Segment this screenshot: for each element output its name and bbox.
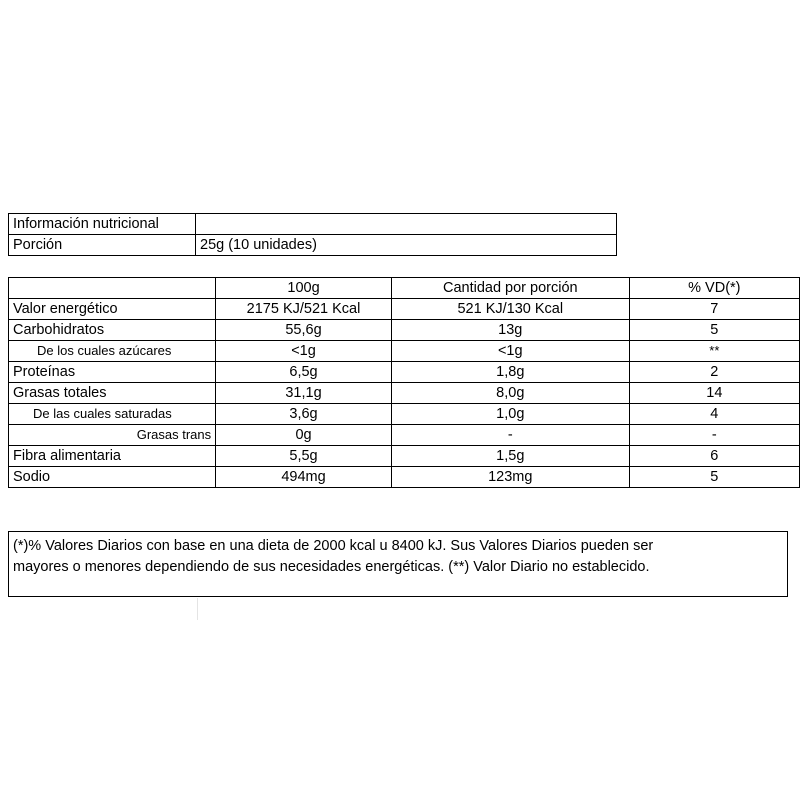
nutrition-row: [9, 383, 800, 404]
value-per-100g: 494mg: [216, 467, 392, 488]
nutrient-name: Proteínas: [9, 362, 216, 383]
nutrient-name: Valor energético: [9, 299, 216, 320]
title-label: Información nutricional: [9, 214, 196, 235]
header-row-title: [9, 214, 617, 235]
value-per-100g: 55,6g: [216, 320, 392, 341]
header-table: [8, 213, 617, 256]
value-per-portion: 13g: [391, 320, 629, 341]
value-vd: 14: [629, 383, 799, 404]
value-per-100g: 6,5g: [216, 362, 392, 383]
nutrient-name: Carbohidratos: [9, 320, 216, 341]
value-per-100g: 0g: [216, 425, 392, 446]
nutrient-name: De las cuales saturadas: [9, 404, 216, 425]
value-per-100g: 31,1g: [216, 383, 392, 404]
column-header-100g: 100g: [216, 278, 392, 299]
value-per-100g: 3,6g: [216, 404, 392, 425]
value-per-portion: 1,0g: [391, 404, 629, 425]
nutrient-name: De los cuales azúcares: [9, 341, 216, 362]
value-per-portion: 123mg: [391, 467, 629, 488]
footnote-box: [8, 531, 788, 597]
nutrition-row: [9, 446, 800, 467]
nutrition-table: [8, 277, 800, 488]
value-per-portion: <1g: [391, 341, 629, 362]
column-header-portion: Cantidad por porción: [391, 278, 629, 299]
value-per-portion: -: [391, 425, 629, 446]
footnote-line: mayores o menores dependiendo de sus necesidades energéticas. (**) Valor Diario no establecido.: [13, 559, 650, 575]
value-per-portion: 521 KJ/130 Kcal: [391, 299, 629, 320]
nutrition-row: [9, 341, 800, 362]
nutrition-row: [9, 299, 800, 320]
nutrition-row: [9, 320, 800, 341]
nutrient-name: Fibra alimentaria: [9, 446, 216, 467]
nutrition-row: [9, 425, 800, 446]
column-header-nutrient: [9, 278, 216, 299]
value-vd: 5: [629, 320, 799, 341]
value-per-portion: 1,5g: [391, 446, 629, 467]
value-per-portion: 1,8g: [391, 362, 629, 383]
value-per-100g: 2175 KJ/521 Kcal: [216, 299, 392, 320]
nutrient-name: Sodio: [9, 467, 216, 488]
nutrition-header-row: [9, 278, 800, 299]
title-value: [196, 214, 617, 235]
value-per-100g: <1g: [216, 341, 392, 362]
footnote-line: (*)% Valores Diarios con base en una dieta de 2000 kcal u 8400 kJ. Sus Valores Diarios pueden ser: [13, 538, 654, 554]
value-vd: 4: [629, 404, 799, 425]
value-vd: **: [629, 341, 799, 362]
value-per-100g: 5,5g: [216, 446, 392, 467]
value-vd: -: [629, 425, 799, 446]
value-vd: 7: [629, 299, 799, 320]
nutrient-name: Grasas totales: [9, 383, 216, 404]
divider: [197, 598, 198, 620]
nutrition-row: [9, 467, 800, 488]
value-vd: 6: [629, 446, 799, 467]
portion-label: Porción: [9, 235, 196, 256]
column-header-vd: % VD(*): [629, 278, 799, 299]
value-vd: 2: [629, 362, 799, 383]
nutrition-row: [9, 404, 800, 425]
nutrient-name: Grasas trans: [9, 425, 216, 446]
header-row-portion: [9, 235, 617, 256]
portion-value: 25g (10 unidades): [196, 235, 617, 256]
nutrition-row: [9, 362, 800, 383]
value-vd: 5: [629, 467, 799, 488]
value-per-portion: 8,0g: [391, 383, 629, 404]
